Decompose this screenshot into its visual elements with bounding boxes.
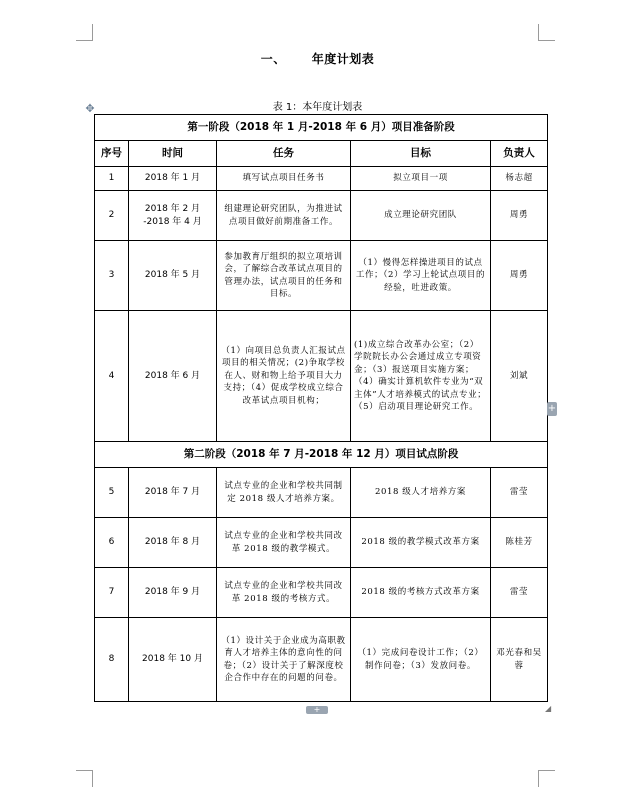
row-goal: 2018 级人才培养方案 <box>351 468 491 518</box>
page-corner-mark-bottom-right <box>538 770 555 787</box>
row-task: 试点专业的企业和学校共同制定 2018 级人才培养方案。 <box>217 468 351 518</box>
row-goal: 2018 级的考核方式改革方案 <box>351 568 491 618</box>
column-header: 序号 <box>95 141 129 167</box>
row-owner: 刘斌 <box>491 311 548 442</box>
column-header: 时间 <box>129 141 217 167</box>
row-task: 试点专业的企业和学校共同改革 2018 级的教学模式。 <box>217 518 351 568</box>
stage2-title: 第二阶段（2018 年 7 月-2018 年 12 月）项目试点阶段 <box>95 442 548 468</box>
row-time: 2018 年 10 月 <box>129 618 217 702</box>
row-time: 2018 年 6 月 <box>129 311 217 442</box>
row-number: 4 <box>95 311 129 442</box>
table-row <box>95 167 548 191</box>
table-row <box>95 618 548 702</box>
row-time: 2018 年 9 月 <box>129 568 217 618</box>
row-time: 2018 年 7 月 <box>129 468 217 518</box>
row-goal: （1）完成问卷设计工作；（2）制作问卷；（3）发放问卷。 <box>351 618 491 702</box>
row-number: 1 <box>95 167 129 191</box>
row-goal: 成立理论研究团队 <box>351 191 491 241</box>
row-time: 2018 年 1 月 <box>129 167 217 191</box>
table-row <box>95 568 548 618</box>
table-row <box>95 468 548 518</box>
page-corner-mark-bottom-left <box>76 770 93 787</box>
row-time: 2018 年 8 月 <box>129 518 217 568</box>
row-owner: 周勇 <box>491 241 548 311</box>
row-number: 3 <box>95 241 129 311</box>
section-number: 一、 <box>260 52 286 66</box>
row-number: 7 <box>95 568 129 618</box>
table-row <box>95 518 548 568</box>
row-number: 6 <box>95 518 129 568</box>
row-goal: (1)成立综合改革办公室；（2）学院院长办公会通过成立专项资金；（3）报送项目实施方案；（4）确实计算机软件专业为“双主体”人才培养模式的试点专业；（5）启动项目理论研究工作。 <box>351 311 491 442</box>
table-resize-handle-icon[interactable]: ◢ <box>545 704 552 713</box>
table-row <box>95 191 548 241</box>
column-header-row <box>95 141 548 167</box>
column-header: 负责人 <box>491 141 548 167</box>
row-time: 2018 年 2 月 -2018 年 4 月 <box>129 191 217 241</box>
page-corner-mark-top-left <box>76 24 93 41</box>
section-title: 年度计划表 <box>311 52 375 66</box>
row-owner: 周勇 <box>491 191 548 241</box>
row-task: 填写试点项目任务书 <box>217 167 351 191</box>
row-goal: （1）慢得怎样操进项目的试点工作；（2）学习上轮试点项目的经验，吐进政策。 <box>351 241 491 311</box>
row-owner: 雷莹 <box>491 568 548 618</box>
stage1-title: 第一阶段（2018 年 1 月-2018 年 6 月）项目准备阶段 <box>95 115 548 141</box>
row-owner: 杨志超 <box>491 167 548 191</box>
row-number: 2 <box>95 191 129 241</box>
table-row <box>95 311 548 442</box>
row-goal: 拟立项目一项 <box>351 167 491 191</box>
row-task: 组建理论研究团队，为推进试点项目做好前期准备工作。 <box>217 191 351 241</box>
row-owner: 雷莹 <box>491 468 548 518</box>
row-task: 参加教育厅组织的拟立项培训会，了解综合改革试点项目的管理办法，试点项目的任务和目标。 <box>217 241 351 311</box>
row-goal: 2018 级的教学模式改革方案 <box>351 518 491 568</box>
row-number: 5 <box>95 468 129 518</box>
page-corner-mark-top-right <box>538 24 555 41</box>
annual-plan-table <box>94 114 548 702</box>
add-row-plus-icon[interactable]: + <box>306 706 328 714</box>
row-task: 试点专业的企业和学校共同改革 2018 级的考核方式。 <box>217 568 351 618</box>
row-owner: 邓光春和吴蓉 <box>491 618 548 702</box>
row-task: （1）向项目总负责人汇报试点项目的相关情况；(2)争取学校在人、财和物上给予项目大力支持；（4）促成学校成立综合改革试点项目机构； <box>217 311 351 442</box>
stage-header-row <box>95 115 548 141</box>
table-move-handle-icon[interactable]: ✥ <box>85 102 95 115</box>
add-column-plus-icon[interactable]: + <box>547 403 557 414</box>
stage-header-row <box>95 442 548 468</box>
row-number: 8 <box>95 618 129 702</box>
column-header: 目标 <box>351 141 491 167</box>
table-row <box>95 241 548 311</box>
section-heading <box>0 50 635 67</box>
row-task: （1）设计关于企业成为高职教育人才培养主体的意向性的问卷；（2）设计关于了解深度校企合作中存在的问题的问卷。 <box>217 618 351 702</box>
table-caption: 表 1：本年度计划表 <box>272 102 363 113</box>
row-owner: 陈桂芳 <box>491 518 548 568</box>
column-header: 任务 <box>217 141 351 167</box>
row-time: 2018 年 5 月 <box>129 241 217 311</box>
